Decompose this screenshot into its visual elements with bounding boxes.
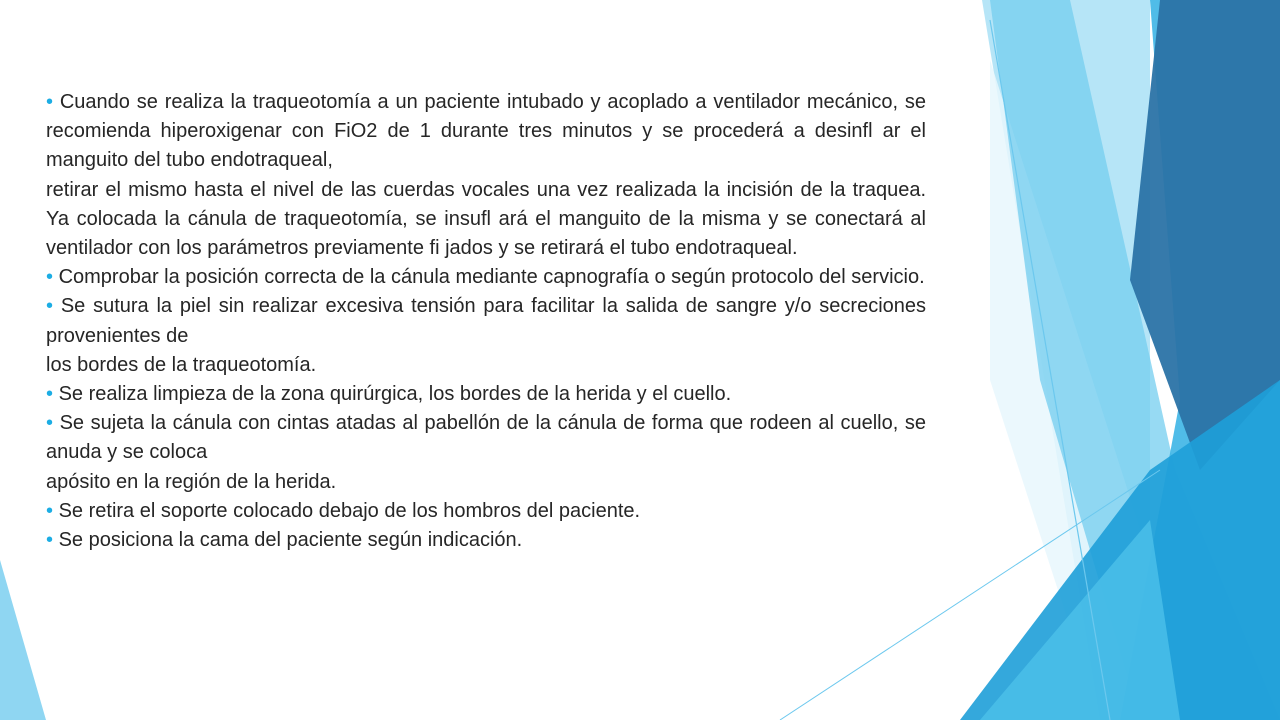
bullet-icon: • <box>46 529 54 552</box>
paragraph-2 <box>46 263 926 292</box>
bullet-icon: • <box>46 295 54 318</box>
paragraph-6 <box>46 497 926 526</box>
paragraph-6-line-1: Se retira el soporte colocado debajo de los hombros del paciente. <box>58 499 641 522</box>
paragraph-5-line-2: apósito en la región de la herida. <box>46 470 337 493</box>
left-accent-shape <box>0 560 46 720</box>
bullet-icon: • <box>46 499 54 522</box>
bullet-icon: • <box>46 412 54 435</box>
paragraph-1-line-2: retirar el mismo hasta el nivel de las cuerdas vocales una vez realizada la incisión de la traquea. Ya colocada la cánula de traqueotomía, se insufl ará el manguito de la misma y se conectará al ventilador con los parámetros previamente fi jados y se retirará el tubo endotraqueal. <box>46 178 926 260</box>
paragraph-4 <box>46 380 926 409</box>
paragraph-3-line-1: Se sutura la piel sin realizar excesiva tensión para facilitar la salida de sangre y/o secreciones provenientes de <box>46 295 927 347</box>
paragraph-5 <box>46 409 926 497</box>
paragraph-4-line-1: Se realiza limpieza de la zona quirúrgica, los bordes de la herida y el cuello. <box>58 383 732 406</box>
paragraph-5-line-1: Se sujeta la cánula con cintas atadas al pabellón de la cánula de forma que rodeen al cuello, se anuda y se coloca <box>46 412 926 464</box>
paragraph-3-line-2: los bordes de la traqueotomía. <box>46 353 317 376</box>
paragraph-1 <box>46 88 926 263</box>
paragraph-2-line-1: Comprobar la posición correcta de la cánula mediante capnografía o según protocolo del servicio. <box>58 266 925 289</box>
bullet-icon: • <box>46 383 54 406</box>
paragraph-1-line-1: Cuando se realiza la traqueotomía a un paciente intubado y acoplado a ventilador mecánico, se recomienda hiperoxigenar con FiO2 de 1 durante tres minutos y se procederá a desinfl ar el manguito del tubo endotraqueal, <box>46 91 926 172</box>
paragraph-3 <box>46 292 926 380</box>
paragraph-7 <box>46 526 926 555</box>
bullet-icon: • <box>46 91 54 113</box>
content-text-block <box>46 88 926 555</box>
paragraph-7-line-1: Se posiciona la cama del paciente según indicación. <box>58 529 523 552</box>
bullet-icon: • <box>46 266 54 289</box>
